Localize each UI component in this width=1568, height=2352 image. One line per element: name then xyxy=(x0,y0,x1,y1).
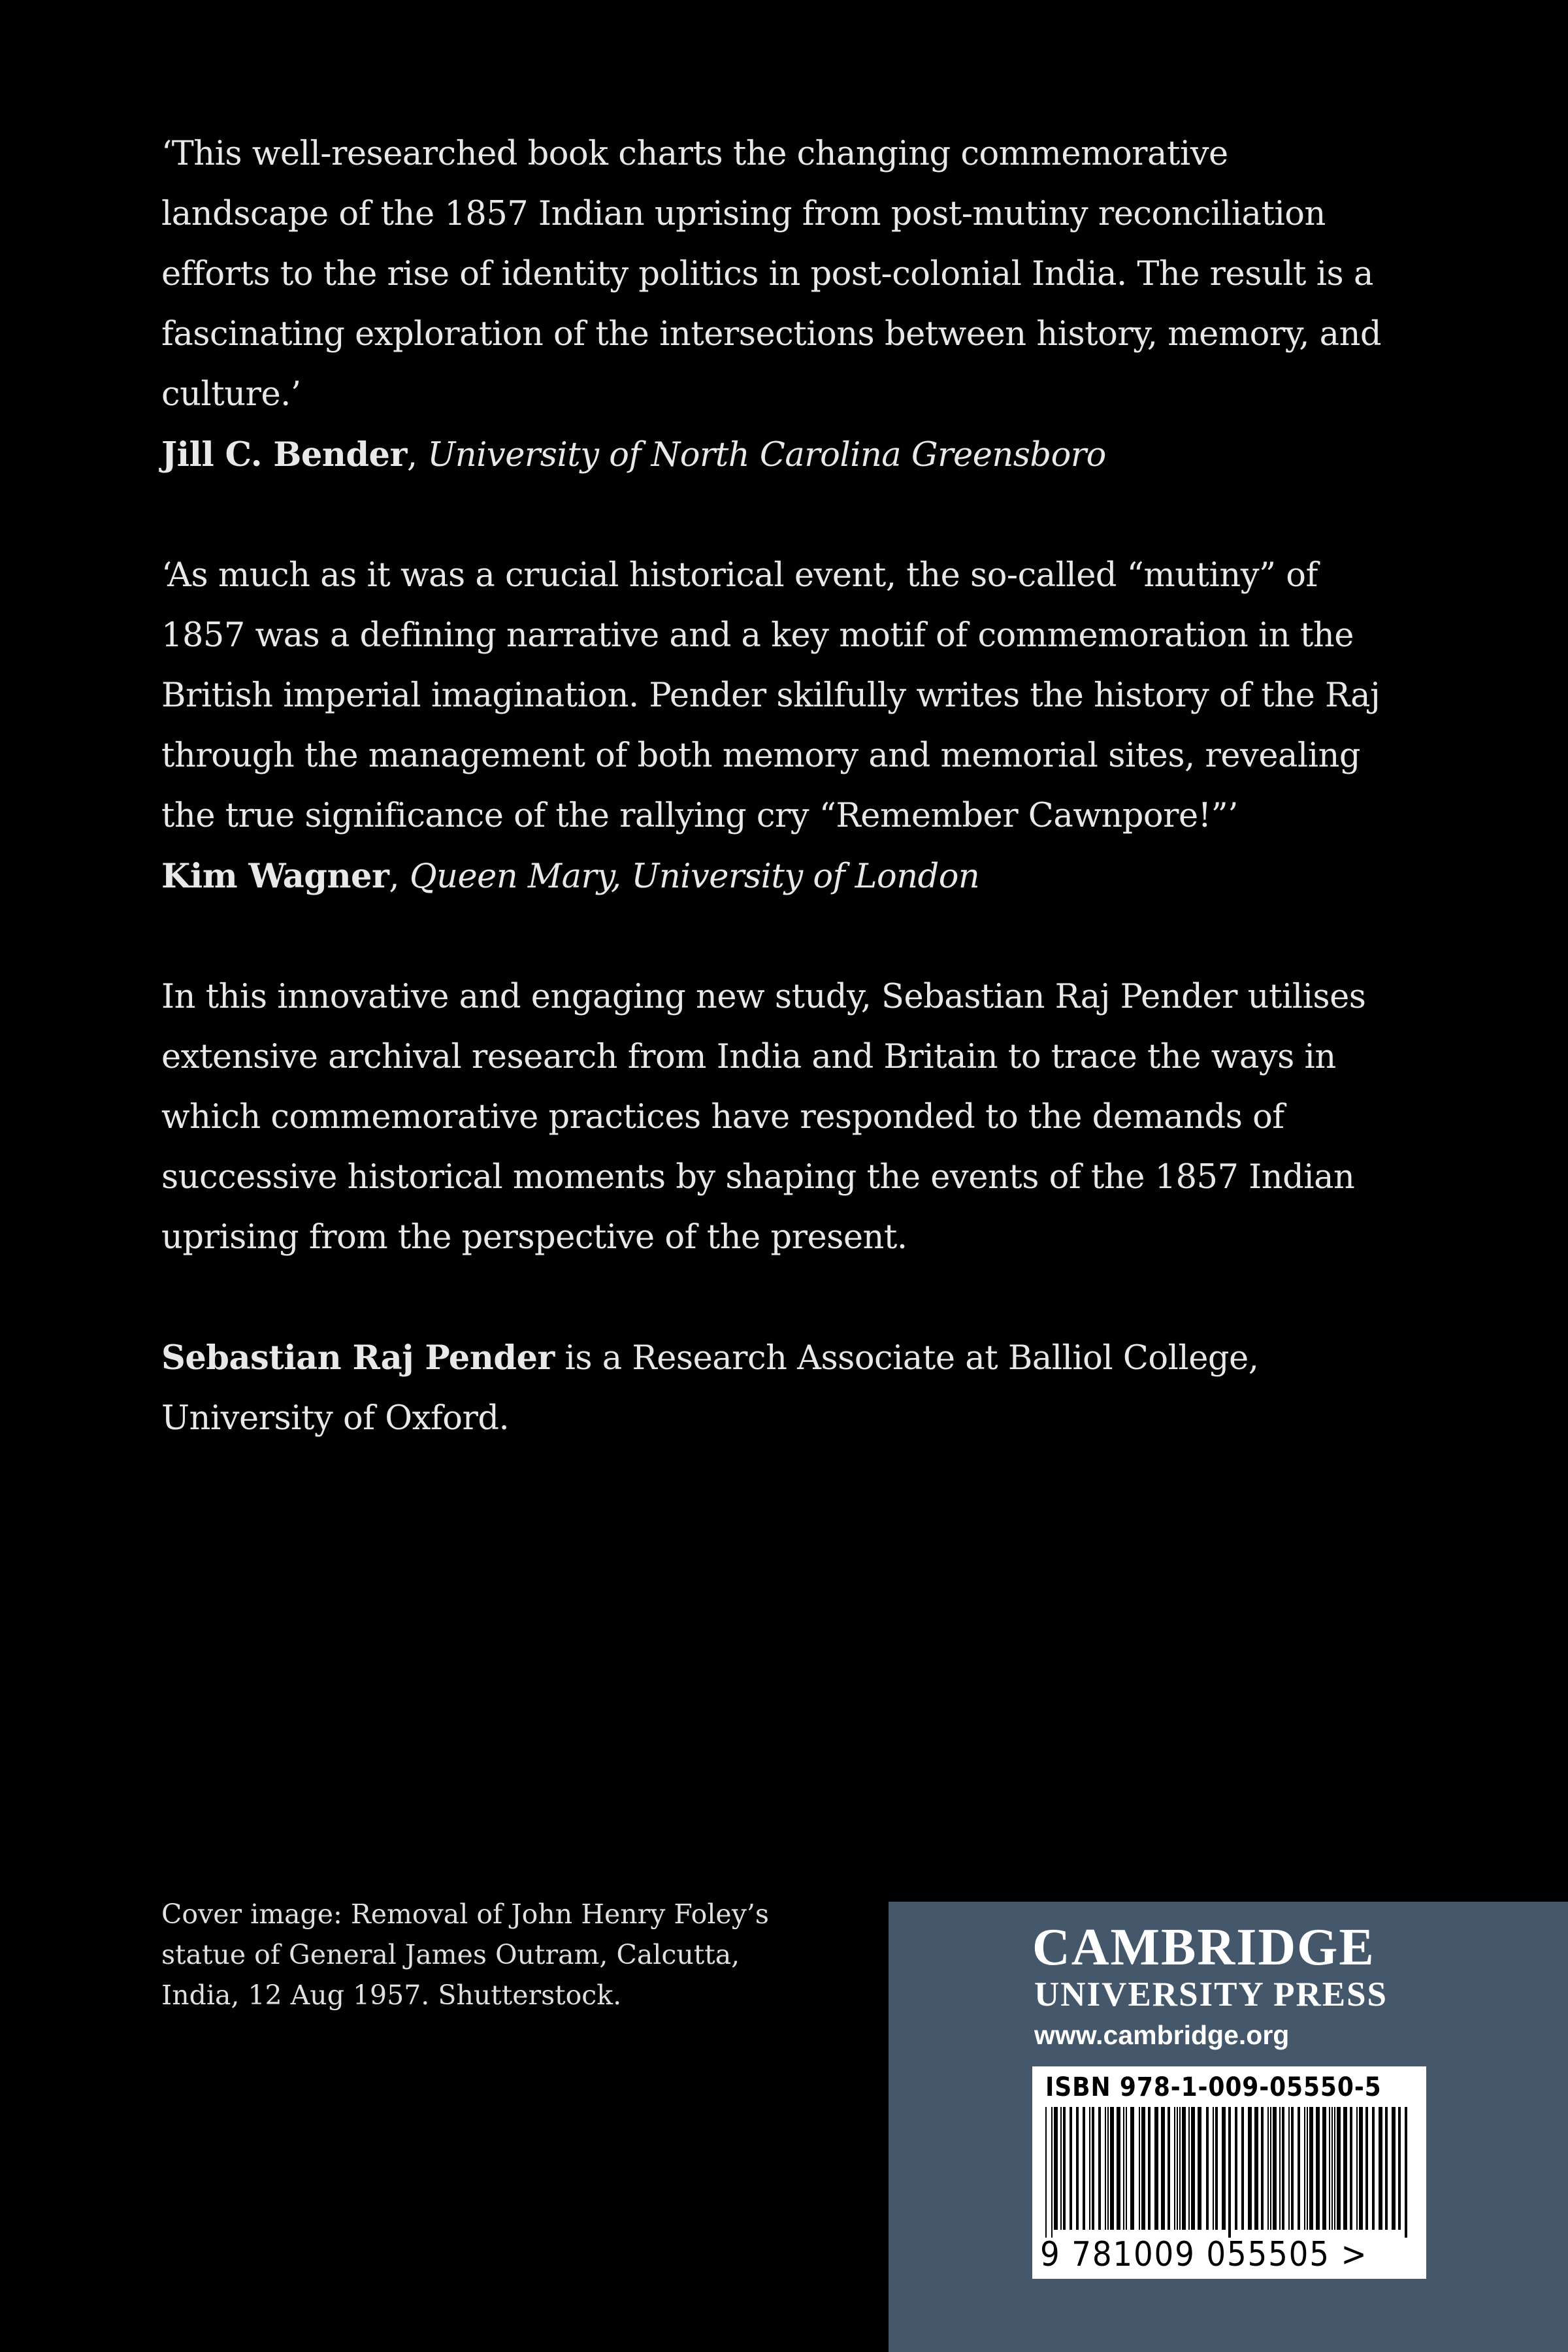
barcode-bars-icon xyxy=(1044,2107,1414,2238)
isbn-label: ISBN 978-1-009-05550-5 xyxy=(1045,2072,1382,2102)
publisher-block xyxy=(889,1902,1568,2352)
blurb-2 xyxy=(161,546,1403,907)
blurb-1-author: Jill C. Bender xyxy=(161,435,407,474)
blurb-2-attribution: Kim Wagner, Queen Mary, University of London xyxy=(161,857,980,896)
cover-image-credit: Cover image: Removal of John Henry Foley’s statue of General James Outram, Calcutta, India, 12 Aug 1957. Shutterstock. xyxy=(161,1898,769,2011)
author-bio-text: is a Research Associate at Balliol College, University of Oxford. xyxy=(161,1339,1259,1438)
blurb-1 xyxy=(161,124,1403,486)
publisher-subtitle: UNIVERSITY PRESS xyxy=(1034,1976,1388,2013)
blurb-1-affiliation: University of North Carolina Greensboro xyxy=(427,436,1106,474)
author-bio xyxy=(161,1328,1403,1449)
publisher-url: www.cambridge.org xyxy=(1034,2020,1290,2050)
isbn-barcode xyxy=(1032,2066,1426,2279)
blurb-1-text: ‘This well-researched book charts the changing commemorative landscape of the 1857 Indian uprising from post-mutiny reconciliation efforts to the rise of identity politics in post-colonial India. The result is a fascinating exploration of the intersections between history, memory, and culture.’ xyxy=(161,135,1382,414)
blurb-1-attribution: Jill C. Bender, University of North Carolina Greensboro xyxy=(161,435,1106,474)
author-bio-name: Sebastian Raj Pender xyxy=(161,1338,555,1378)
blurb-2-affiliation: Queen Mary, University of London xyxy=(409,857,980,896)
ean-digits: 9 781009 055505 > xyxy=(1040,2235,1368,2274)
blurb-2-text: ‘As much as it was a crucial historical event, the so-called “mutiny” of 1857 was a defining narrative and a key motif of commemoration in the British imperial imagination. Pender skilfully writes the history of the Raj through the management of both memory and memorial sites, revealing the true significance of the rallying cry “Remember Cawnpore!”’ xyxy=(161,556,1380,835)
back-cover-text xyxy=(161,124,1403,1509)
publisher-name: CAMBRIDGE xyxy=(1032,1919,1375,1976)
book-description: In this innovative and engaging new study, Sebastian Raj Pender utilises extensive archival research from India and Britain to trace the ways in which commemorative practices have responded to the demands of successive historical moments by shaping the events of the 1857 Indian uprising from the perspective of the present. xyxy=(161,978,1366,1257)
blurb-2-author: Kim Wagner xyxy=(161,857,389,896)
